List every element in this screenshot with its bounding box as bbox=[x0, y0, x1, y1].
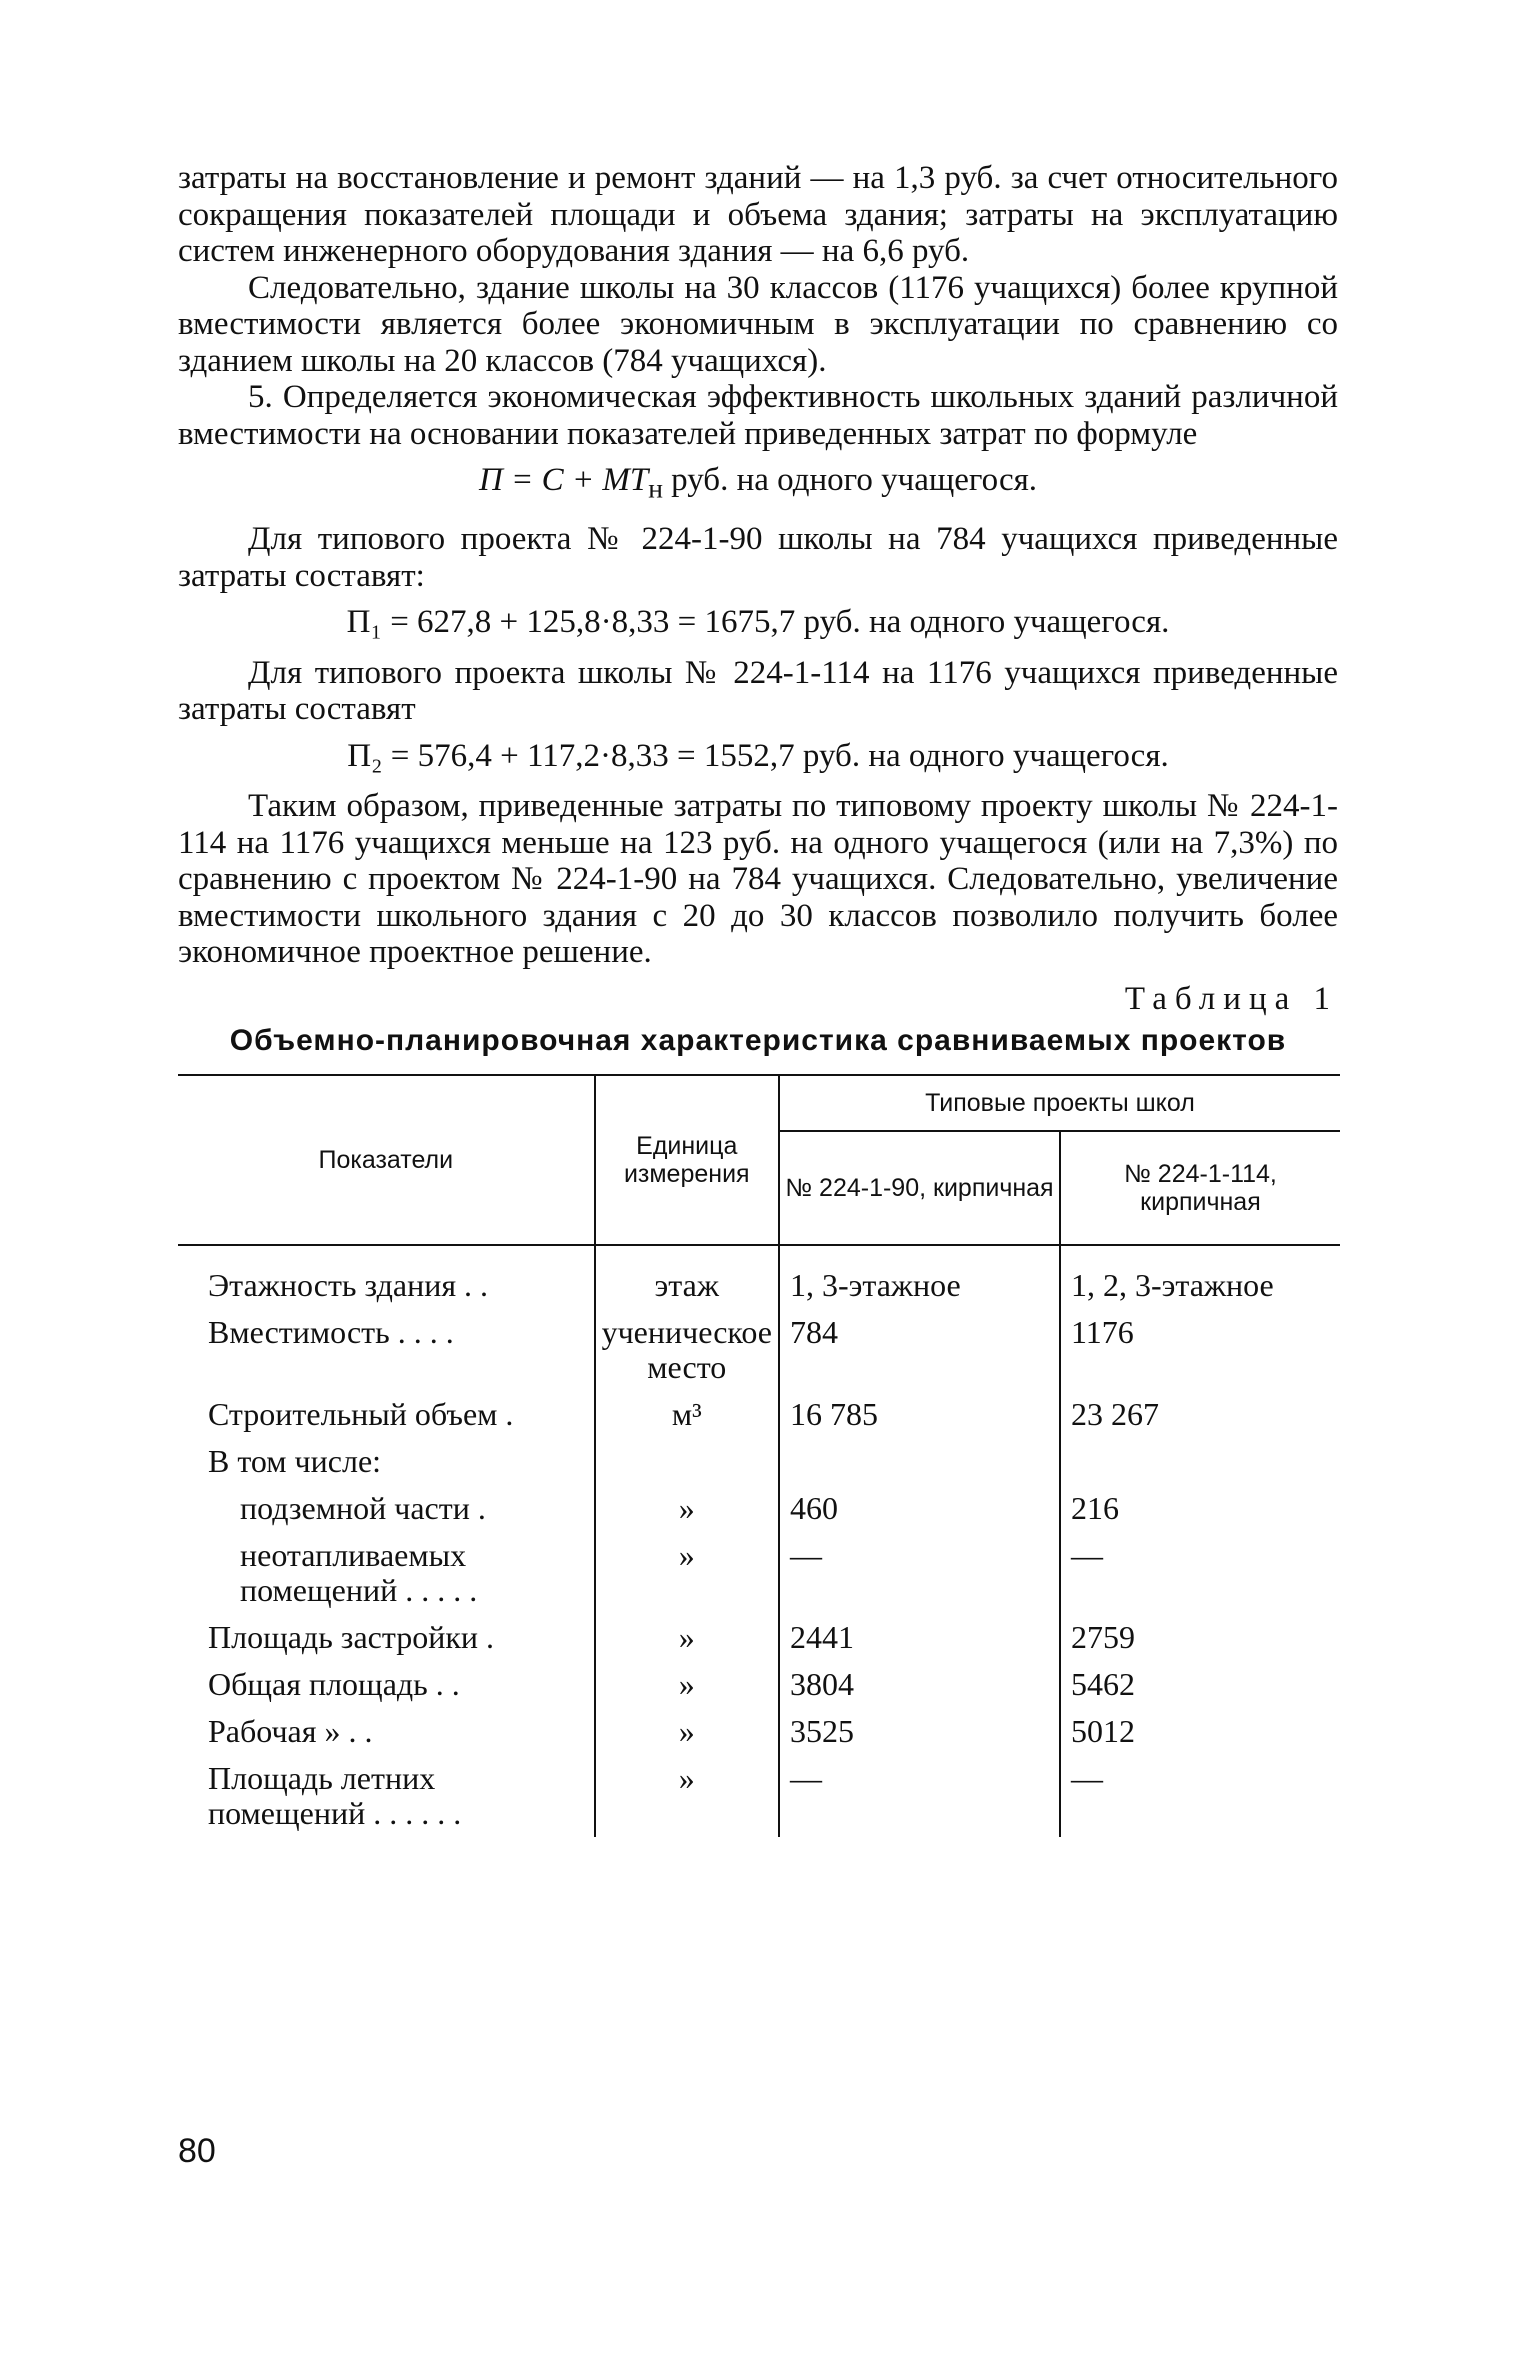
row-value-project-1: 1, 3-этажное bbox=[779, 1245, 1060, 1309]
header-unit: Единица измерения bbox=[595, 1075, 779, 1245]
table-row bbox=[178, 1245, 1340, 1309]
paragraph-4: Для типового проекта № 224-1-90 школы на 784 учащихся приведенные затраты составят: bbox=[178, 521, 1338, 594]
paragraph-5: Для типового проекта школы № 224-1-114 на 1176 учащихся приведенные затраты составят bbox=[178, 654, 1338, 728]
row-name: В том числе: bbox=[208, 1442, 382, 1479]
row-value-project-1: 2441 bbox=[779, 1614, 1060, 1661]
header-project-1: № 224-1-90, кирпичная bbox=[779, 1131, 1060, 1245]
row-value-project-2: 2759 bbox=[1060, 1614, 1340, 1661]
formula-2: П₁ = 627,8 + 125,8·8,33 = 1675,7 руб. на одного учащегося. bbox=[346, 604, 1170, 641]
row-name: Вместимость . . . . bbox=[208, 1313, 454, 1350]
row-value-project-1: 16 785 bbox=[779, 1391, 1060, 1438]
row-unit: » bbox=[595, 1661, 779, 1708]
row-value-project-1 bbox=[779, 1438, 1060, 1485]
row-value-project-2: — bbox=[1060, 1532, 1340, 1614]
table-title: Объемно-планировочная характеристика сравниваемых проектов bbox=[229, 1024, 1287, 1058]
row-name: подземной части . bbox=[240, 1489, 486, 1526]
row-value-project-2 bbox=[1060, 1438, 1340, 1485]
row-name: Строительный объем . bbox=[208, 1395, 514, 1432]
formula-1-expression: П = С + МТ bbox=[478, 462, 649, 498]
comparison-table bbox=[178, 1074, 1340, 1837]
row-unit: » bbox=[595, 1614, 779, 1661]
table-row bbox=[178, 1532, 1340, 1614]
formula-3: П₂ = 576,4 + 117,2·8,33 = 1552,7 руб. на одного учащегося. bbox=[347, 737, 1169, 774]
row-value-project-2: 23 267 bbox=[1060, 1391, 1340, 1438]
row-value-project-1: 3804 bbox=[779, 1661, 1060, 1708]
table-row bbox=[178, 1485, 1340, 1532]
paragraph-6: Таким образом, приведенные затраты по типовому проекту школы № 224-1-114 на 1176 учащихся меньше на 123 руб. на одного учащегося (или на 7,3%) по сравнению с проектом № 224-1-90 на 784 учащихся. Следовательно, увеличение вместимости школьного здания с 20 до 30 классов позволило получить более экономичное проектное решение. bbox=[178, 788, 1338, 971]
header-indicators: Показатели bbox=[318, 1145, 454, 1174]
row-value-project-2: 1176 bbox=[1060, 1309, 1340, 1391]
row-name: Рабочая » . . bbox=[208, 1712, 373, 1749]
header-group: Типовые проекты школ bbox=[779, 1075, 1340, 1131]
row-value-project-1: — bbox=[779, 1755, 1060, 1837]
row-value-project-2: 5012 bbox=[1060, 1708, 1340, 1755]
row-unit: этаж bbox=[595, 1245, 779, 1309]
row-value-project-1: — bbox=[779, 1532, 1060, 1614]
table-row bbox=[178, 1755, 1340, 1837]
row-value-project-1: 460 bbox=[779, 1485, 1060, 1532]
formula-1-tail: руб. на одного учащегося. bbox=[662, 462, 1038, 498]
row-name: Этажность здания . . bbox=[208, 1266, 489, 1303]
row-value-project-2: — bbox=[1060, 1755, 1340, 1837]
paragraph-1: затраты на восстановление и ремонт зданий — на 1,3 руб. за счет относительного сокращения показателей площади и объема здания; затраты на эксплуатацию систем инженерного оборудования здания — на 6,6 руб. bbox=[178, 160, 1338, 269]
page-number: 80 bbox=[178, 2132, 216, 2170]
row-value-project-1: 3525 bbox=[779, 1708, 1060, 1755]
row-unit: » bbox=[595, 1708, 779, 1755]
paragraph-2: Следовательно, здание школы на 30 классов (1176 учащихся) более крупной вместимости является более экономичным в эксплуатации по сравнению со зданием школы на 20 классов (784 учащихся). bbox=[178, 269, 1338, 379]
table-body bbox=[178, 1245, 1340, 1837]
table-row bbox=[178, 1661, 1340, 1708]
row-unit: ученическое место bbox=[595, 1309, 779, 1391]
header-project-2: № 224-1-114, кирпичная bbox=[1060, 1131, 1340, 1245]
row-unit: » bbox=[595, 1485, 779, 1532]
row-value-project-2: 216 bbox=[1060, 1485, 1340, 1532]
formula-1 bbox=[178, 462, 1338, 507]
table-number: Таблица 1 bbox=[1124, 980, 1338, 1017]
table-row bbox=[178, 1708, 1340, 1755]
formula-1-subscript: н bbox=[648, 472, 663, 504]
row-name: Площадь летних помещений . . . . . . bbox=[208, 1759, 462, 1831]
table-row bbox=[178, 1614, 1340, 1661]
paragraph-3: 5. Определяется экономическая эффективность школьных зданий различной вместимости на основании показателей приведенных затрат по формуле bbox=[178, 379, 1338, 452]
row-name: Площадь застройки . bbox=[208, 1618, 495, 1655]
row-unit: » bbox=[595, 1532, 779, 1614]
row-value-project-2: 5462 bbox=[1060, 1661, 1340, 1708]
row-unit bbox=[595, 1438, 779, 1485]
row-name: Общая площадь . . bbox=[208, 1665, 460, 1702]
row-name: неотапливаемых помещений . . . . . bbox=[240, 1536, 478, 1608]
row-unit: » bbox=[595, 1755, 779, 1837]
table-row bbox=[178, 1391, 1340, 1438]
table-row bbox=[178, 1309, 1340, 1391]
table-row bbox=[178, 1438, 1340, 1485]
row-unit: м³ bbox=[595, 1391, 779, 1438]
row-value-project-1: 784 bbox=[779, 1309, 1060, 1391]
row-value-project-2: 1, 2, 3-этажное bbox=[1060, 1245, 1340, 1309]
page-body bbox=[178, 160, 1338, 1837]
